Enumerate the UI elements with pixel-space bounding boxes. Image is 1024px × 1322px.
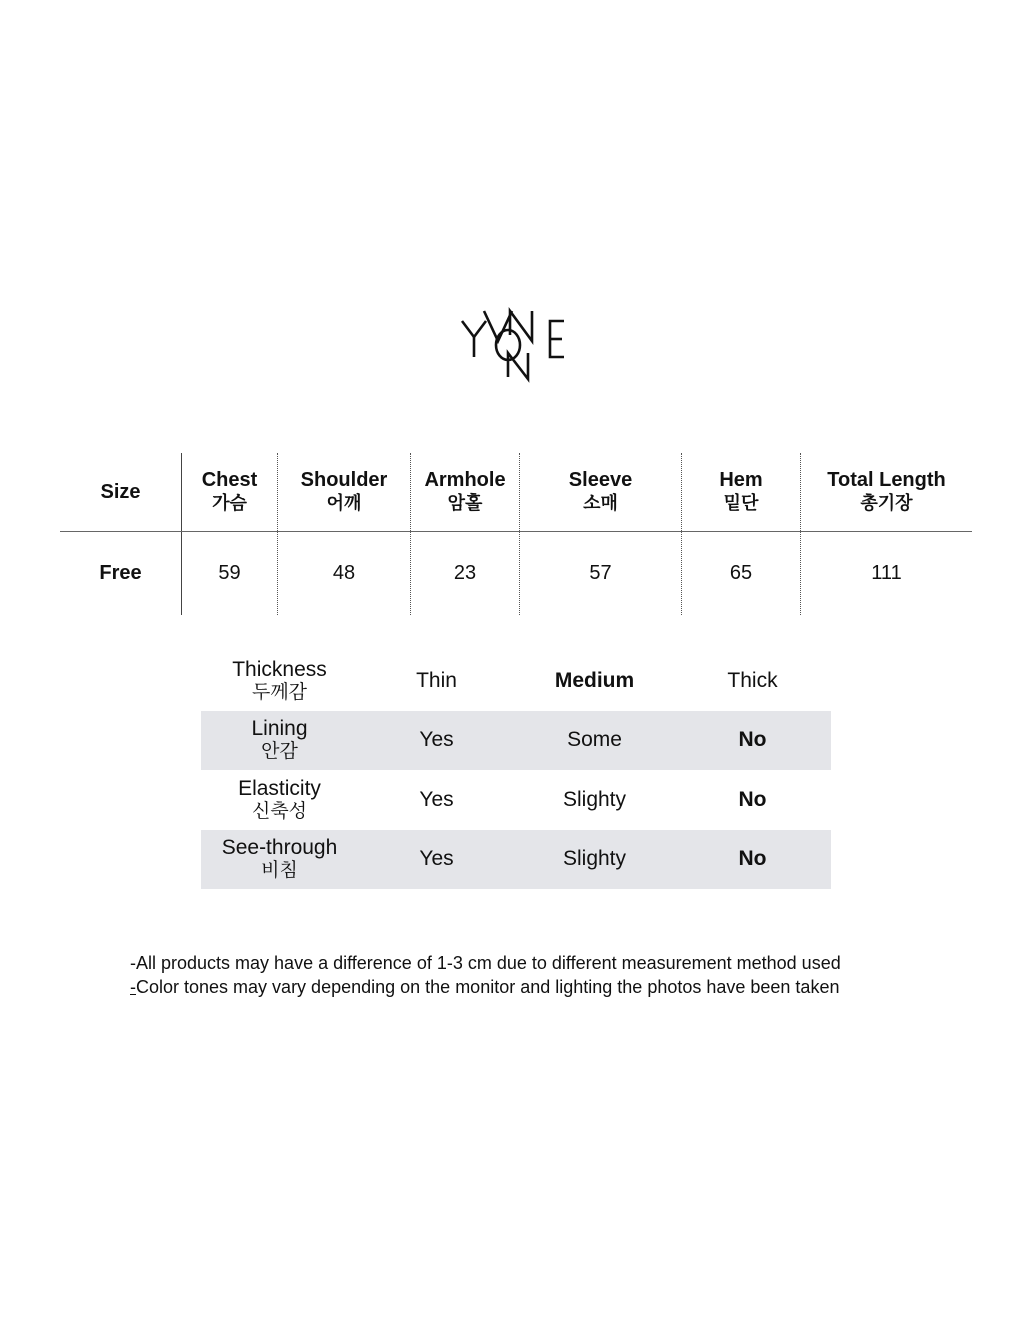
column-header-total-length xyxy=(801,453,972,531)
option-thick: Thick xyxy=(727,668,778,692)
fabric-table xyxy=(201,651,831,889)
header-label-ko: 어깨 xyxy=(326,493,362,514)
label-ko: 두께감 xyxy=(251,680,308,703)
hem-value: 65 xyxy=(729,561,753,584)
label-en: Lining xyxy=(251,717,308,741)
option-no-selected: No xyxy=(738,728,767,752)
chest-column xyxy=(182,453,278,615)
header-label: Sleeve xyxy=(568,469,633,491)
header-label-ko: 총기장 xyxy=(860,493,913,514)
header-label-ko: 소매 xyxy=(583,493,618,514)
column-header-hem xyxy=(682,453,800,531)
label-en: Elasticity xyxy=(238,776,321,800)
shoulder-column xyxy=(278,453,411,615)
label-en: Thickness xyxy=(232,657,327,681)
total-length-column xyxy=(801,453,972,615)
fabric-row-label xyxy=(201,658,358,704)
fabric-row-label xyxy=(201,717,358,763)
column-header-size xyxy=(60,453,181,531)
header-label: Chest xyxy=(201,469,258,491)
notes xyxy=(130,951,930,999)
label-ko: 비침 xyxy=(261,859,298,882)
header-label: Size xyxy=(100,481,141,503)
header-divider xyxy=(60,531,972,532)
option-slighty: Slighty xyxy=(562,787,627,811)
fabric-row-elasticity xyxy=(201,770,831,830)
brand-logo xyxy=(458,305,574,385)
column-header-chest xyxy=(182,453,277,531)
option-slighty: Slighty xyxy=(562,847,627,871)
header-label: Hem xyxy=(719,469,763,491)
sleeve-column xyxy=(520,453,682,615)
size-column xyxy=(60,453,182,615)
note-color-text: Color tones may vary depending on the monitor and lighting the photos have been taken xyxy=(136,977,840,997)
column-header-sleeve xyxy=(520,453,681,531)
shoulder-value: 48 xyxy=(332,561,356,584)
option-thin: Thin xyxy=(416,668,457,692)
armhole-column xyxy=(411,453,520,615)
column-header-armhole xyxy=(411,453,519,531)
option-no-selected: No xyxy=(738,787,767,811)
armhole-value: 23 xyxy=(453,561,477,584)
column-header-shoulder xyxy=(278,453,410,531)
fabric-row-thickness xyxy=(201,651,831,711)
option-yes: Yes xyxy=(419,728,454,752)
label-ko: 안감 xyxy=(261,740,298,763)
option-some: Some xyxy=(567,728,622,752)
option-medium-selected: Medium xyxy=(554,668,635,692)
chest-value: 59 xyxy=(218,561,241,584)
header-label-ko: 밑단 xyxy=(723,493,759,514)
header-label: Armhole xyxy=(424,469,506,491)
option-yes: Yes xyxy=(419,847,454,871)
header-label-ko: 가슴 xyxy=(212,493,247,514)
note-color xyxy=(130,975,930,999)
fabric-row-label xyxy=(201,777,358,823)
header-label-ko: 암홀 xyxy=(447,493,483,514)
fabric-row-see-through xyxy=(201,830,831,890)
option-yes: Yes xyxy=(419,787,454,811)
fabric-row-label xyxy=(201,836,358,882)
header-label: Total Length xyxy=(827,469,946,491)
note-dash: - xyxy=(130,977,136,997)
size-value: Free xyxy=(99,561,142,584)
total-length-value: 111 xyxy=(871,561,902,584)
label-en: See-through xyxy=(221,836,338,860)
sleeve-value: 57 xyxy=(589,561,612,584)
option-no-selected: No xyxy=(738,847,767,871)
fabric-row-lining xyxy=(201,711,831,771)
hem-column xyxy=(682,453,801,615)
note-measurement: -All products may have a difference of 1-3 cm due to different measurement method used xyxy=(130,953,841,973)
size-table xyxy=(60,453,972,615)
label-ko: 신축성 xyxy=(251,799,308,822)
header-label: Shoulder xyxy=(300,469,388,491)
